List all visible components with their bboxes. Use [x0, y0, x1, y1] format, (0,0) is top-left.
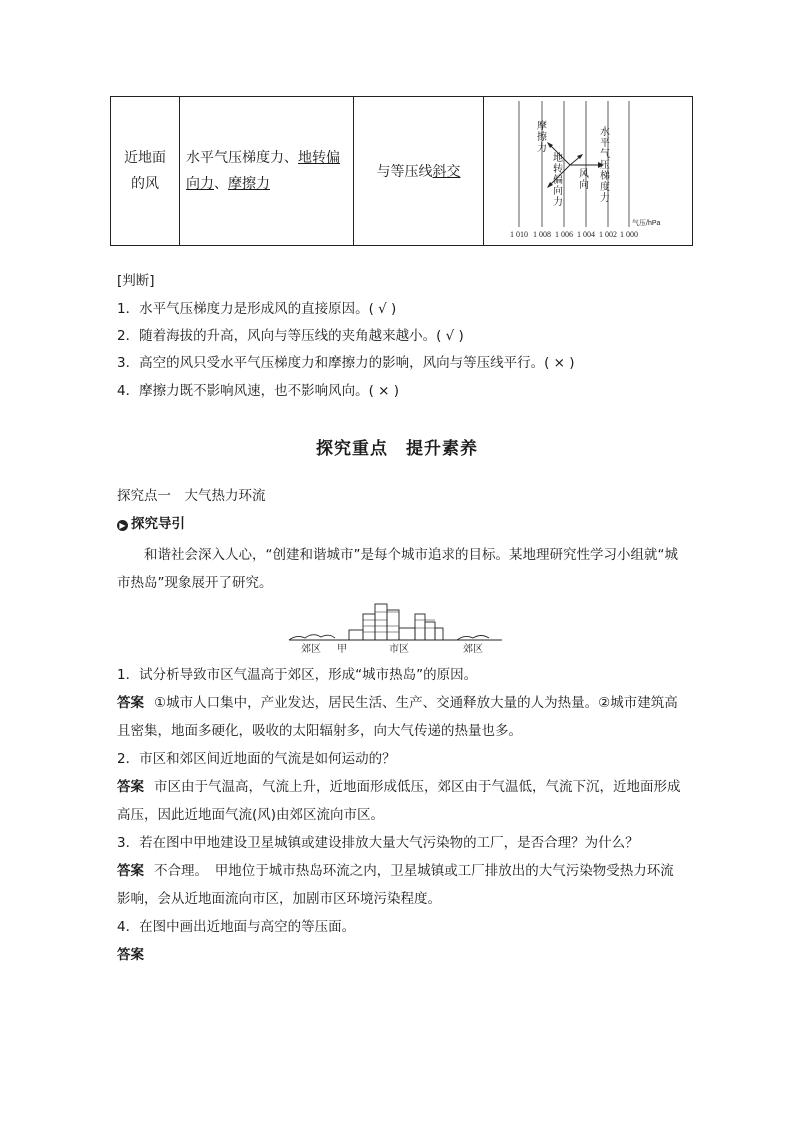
- answer-text: 不合理。 甲地位于城市热岛环流之内，卫星城镇或工厂排放出的大气污染物受热力环流影响，会从近地面流向市区，加剧市区环境污染程度。: [117, 863, 674, 907]
- question-1: 1．试分析导致市区气温高于郊区，形成“城市热岛”的原因。: [117, 667, 478, 683]
- forces-underline-1b: 向力: [186, 176, 214, 192]
- wind-label: 风向: [579, 169, 589, 191]
- building: [349, 630, 363, 640]
- table-row: [111, 97, 693, 246]
- answer-3: [117, 857, 682, 913]
- forces-cell: [180, 97, 354, 246]
- answer-2: [117, 773, 682, 829]
- isobar-value: 1 004: [577, 230, 595, 239]
- row-label-line2: 的风: [131, 176, 159, 192]
- row-label-line1: 近地面: [124, 150, 166, 166]
- answer-label: 答案: [117, 947, 144, 963]
- question-3: 3．若在图中甲地建设卫星城镇或建设排放大量大气污染物的工厂，是否合理？为什么？: [117, 835, 639, 851]
- wind-table: [110, 96, 693, 246]
- building: [387, 610, 399, 640]
- label-jia: 甲: [337, 644, 347, 655]
- intro-paragraph: 和谐社会深入人心，“创建和谐城市”是每个城市追求的目标。某地理研究性学习小组就“城市热岛”现象展开了研究。: [117, 547, 678, 591]
- direction-text: 与等压线: [376, 164, 433, 180]
- label-city: 市区: [389, 644, 409, 655]
- guide-title: 探究导引: [131, 516, 185, 532]
- answer-label: 答案: [117, 863, 144, 879]
- building: [363, 614, 375, 640]
- answer-label: 答案: [117, 695, 144, 711]
- judge-item: 1．水平气压梯度力是形成风的直接原因。( √ ): [117, 301, 397, 317]
- isobar-value: 1 008: [533, 230, 551, 239]
- isobar-value: 1 006: [555, 230, 573, 239]
- question-2: 2．市区和郊区间近地面的气流是如何运动的？: [117, 751, 396, 767]
- pgf-label: 水平气压梯度力: [600, 127, 610, 204]
- building: [399, 628, 415, 640]
- building: [435, 628, 443, 640]
- building: [415, 614, 425, 640]
- explore-point-title: 探究点一 大气热力环流: [117, 488, 266, 504]
- answer-text: ①城市人口集中，产业发达，居民生活、生产、交通释放大量的人为热量。②城市建筑高且密集，地面多硬化，吸收的太阳辐射多，向大气传递的热量也多。: [117, 695, 678, 739]
- answer-4: [117, 941, 682, 969]
- label-suburb-right: 郊区: [463, 644, 483, 655]
- right-trees: [457, 636, 489, 641]
- forces-text-2: 、: [214, 176, 228, 192]
- isobar-value: 1 000: [620, 230, 638, 239]
- isobar-value: 1 010: [510, 230, 528, 239]
- forces-underline-1: 地转偏: [298, 150, 340, 166]
- label-suburb-left: 郊区: [301, 644, 321, 655]
- forces-underline-2: 摩擦力: [228, 176, 270, 192]
- judge-item: 2．随着海拔的升高，风向与等压线的夹角越来越小。( √ ): [117, 328, 464, 344]
- left-trees: [289, 635, 335, 640]
- building: [375, 604, 387, 640]
- row-label-cell: [111, 97, 180, 246]
- isobar-value-labels: [510, 230, 638, 239]
- wind-force-diagram: [484, 97, 690, 245]
- section-title: 探究重点 提升素养: [316, 439, 478, 459]
- answer-text: 市区由于气温高，气流上升，近地面形成低压，郊区由于气温低，气流下沉，近地面形成高压，因此近地面气流(风)由郊区流向市区。: [117, 779, 681, 823]
- friction-label: 摩擦力: [537, 121, 547, 154]
- coriolis-label: 地转偏向力: [553, 153, 563, 208]
- isobar-value: 1 002: [599, 230, 617, 239]
- judge-heading: [判断]: [117, 273, 155, 289]
- diagram-cell: [484, 97, 693, 246]
- play-circle-icon: ▶: [117, 520, 128, 531]
- forces-text-1: 水平气压梯度力、: [186, 150, 298, 166]
- judge-item: 4．摩擦力既不影响风速，也不影响风向。( × ): [117, 383, 400, 399]
- building: [425, 622, 435, 640]
- pressure-unit-label: 气压/hPa: [632, 220, 661, 227]
- direction-cell: [354, 97, 484, 246]
- urban-heat-island-figure: [287, 600, 507, 656]
- answer-1: [117, 689, 682, 745]
- isobar-lines: [519, 101, 629, 227]
- answer-label: 答案: [117, 779, 144, 795]
- judge-item: 3．高空的风只受水平气压梯度力和摩擦力的影响，风向与等压线平行。( × ): [117, 355, 575, 371]
- direction-underline: 斜交: [432, 164, 461, 180]
- guide-heading: [117, 512, 185, 532]
- question-4: 4．在图中画出近地面与高空的等压面。: [117, 919, 356, 935]
